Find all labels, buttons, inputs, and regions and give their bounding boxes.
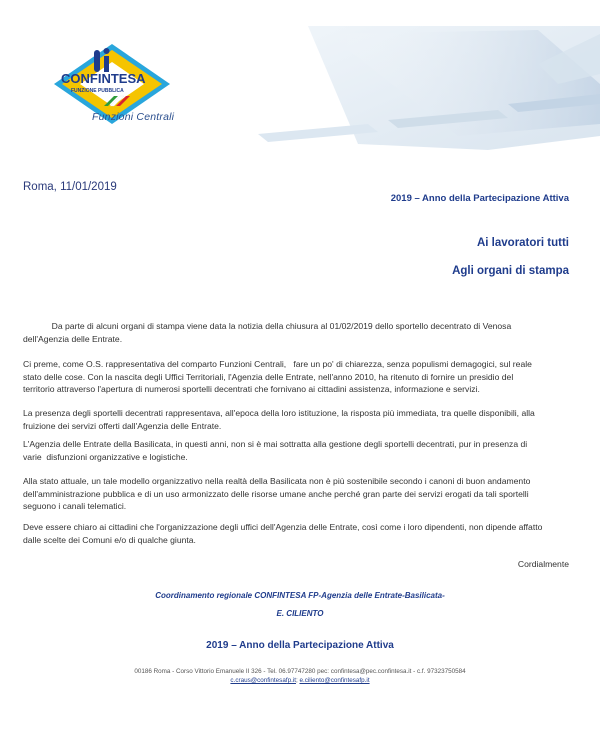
body-paragraph bbox=[23, 475, 570, 513]
paragraph-line: Da parte di alcuni organi di stampa viene data la notizia della chiusura al 01/02/2019 dello sportello decentrato di Venosa bbox=[23, 321, 512, 331]
paragraph-line: dalle scelte dei Comuni e/o di qualche giunta. bbox=[23, 534, 196, 545]
addressee-press: Agli organi di stampa bbox=[452, 265, 569, 277]
email-separator: ; bbox=[295, 677, 298, 684]
glass-panels-graphic bbox=[238, 24, 600, 150]
body-paragraph bbox=[23, 521, 570, 546]
paragraph-line: dell'amministrazione pubblica e di un uso armonizzato delle risorse umane anche perché gran parte dei servizi erogati da tali sportelli bbox=[23, 488, 529, 499]
paragraph-line: territorio attraverso l'apertura di numerosi sportelli decentrati che fornivano ai cittadini assistenza, informazione e servizi. bbox=[23, 384, 480, 395]
paragraph-line: Deve essere chiaro ai cittadini che l'organizzazione degli uffici dell'Agenzia delle Entrate, così come i loro dipendenti, non dipende affatto bbox=[23, 522, 543, 532]
paragraph-line: fruizione dei servizi offerti dall'Agenzia delle Entrate. bbox=[23, 420, 222, 431]
paragraph-line: seguono i canali telematici. bbox=[23, 501, 127, 512]
closing-salutation: Cordialmente bbox=[517, 559, 569, 569]
paragraph-line: varie disfunzioni organizzative e logistiche. bbox=[23, 451, 188, 462]
paragraph-line: La presenza degli sportelli decentrati rappresentava, all'epoca della loro istituzione, la risposta più immediata, tra quelle disponibili, alla bbox=[23, 408, 535, 418]
paragraph-line: Alla stato attuale, un tale modello organizzativo nella realtà della Basilicata non è più sostenibile secondo i canoni di buon andamento bbox=[23, 476, 531, 486]
footer bbox=[0, 667, 600, 685]
svg-text:CONFINTESA: CONFINTESA bbox=[61, 71, 146, 86]
signature-name: E. CILIENTO bbox=[276, 609, 324, 618]
footer-emails bbox=[0, 676, 600, 685]
email-link-craus[interactable]: c.craus@confintesafp.it bbox=[230, 677, 296, 684]
body-paragraph bbox=[23, 358, 570, 396]
motto-header: 2019 – Anno della Partecipazione Attiva bbox=[390, 193, 569, 204]
motto-footer: 2019 – Anno della Partecipazione Attiva bbox=[206, 640, 394, 651]
paragraph-line: Ci preme, come O.S. rappresentativa del comparto Funzioni Centrali, fare un po' di chiarezza, senza populismi demagogici, sul reale bbox=[23, 359, 532, 369]
svg-text:FUNZIONE PUBBLICA: FUNZIONE PUBBLICA bbox=[71, 88, 124, 94]
letter-date: Roma, 11/01/2019 bbox=[23, 181, 117, 193]
body-paragraph bbox=[23, 320, 570, 345]
email-link-ciliento[interactable]: e.ciliento@confintesafp.it bbox=[299, 677, 370, 684]
paragraph-line: stato delle cose. Con la nascita degli Uffici Territoriali, l'Agenzia delle Entrate, nell'anno 2010, ha ritenuto di fornire un presidio del bbox=[23, 371, 514, 382]
body-paragraph bbox=[23, 438, 570, 463]
footer-address: 00186 Roma - Corso Vittorio Emanuele II 326 - Tel. 06.97747280 pec: confintesa@pec.confintesa.it - c.f. 97323750584 bbox=[134, 668, 466, 675]
paragraph-line: L'Agenzia delle Entrate della Basilicata, in questi anni, non si è mai sottratta alla gestione degli sportelli decentrati, pur in presenza di bbox=[23, 439, 528, 449]
paragraph-line: dell'Agenzia delle Entrate. bbox=[23, 333, 123, 344]
signature-organization: Coordinamento regionale CONFINTESA FP-Agenzia delle Entrate-Basilicata- bbox=[155, 591, 445, 600]
logo-subtitle: Funzioni Centrali bbox=[92, 111, 175, 123]
header-decoration bbox=[238, 24, 600, 150]
addressee-workers: Ai lavoratori tutti bbox=[476, 237, 569, 249]
body-paragraph bbox=[23, 407, 570, 432]
